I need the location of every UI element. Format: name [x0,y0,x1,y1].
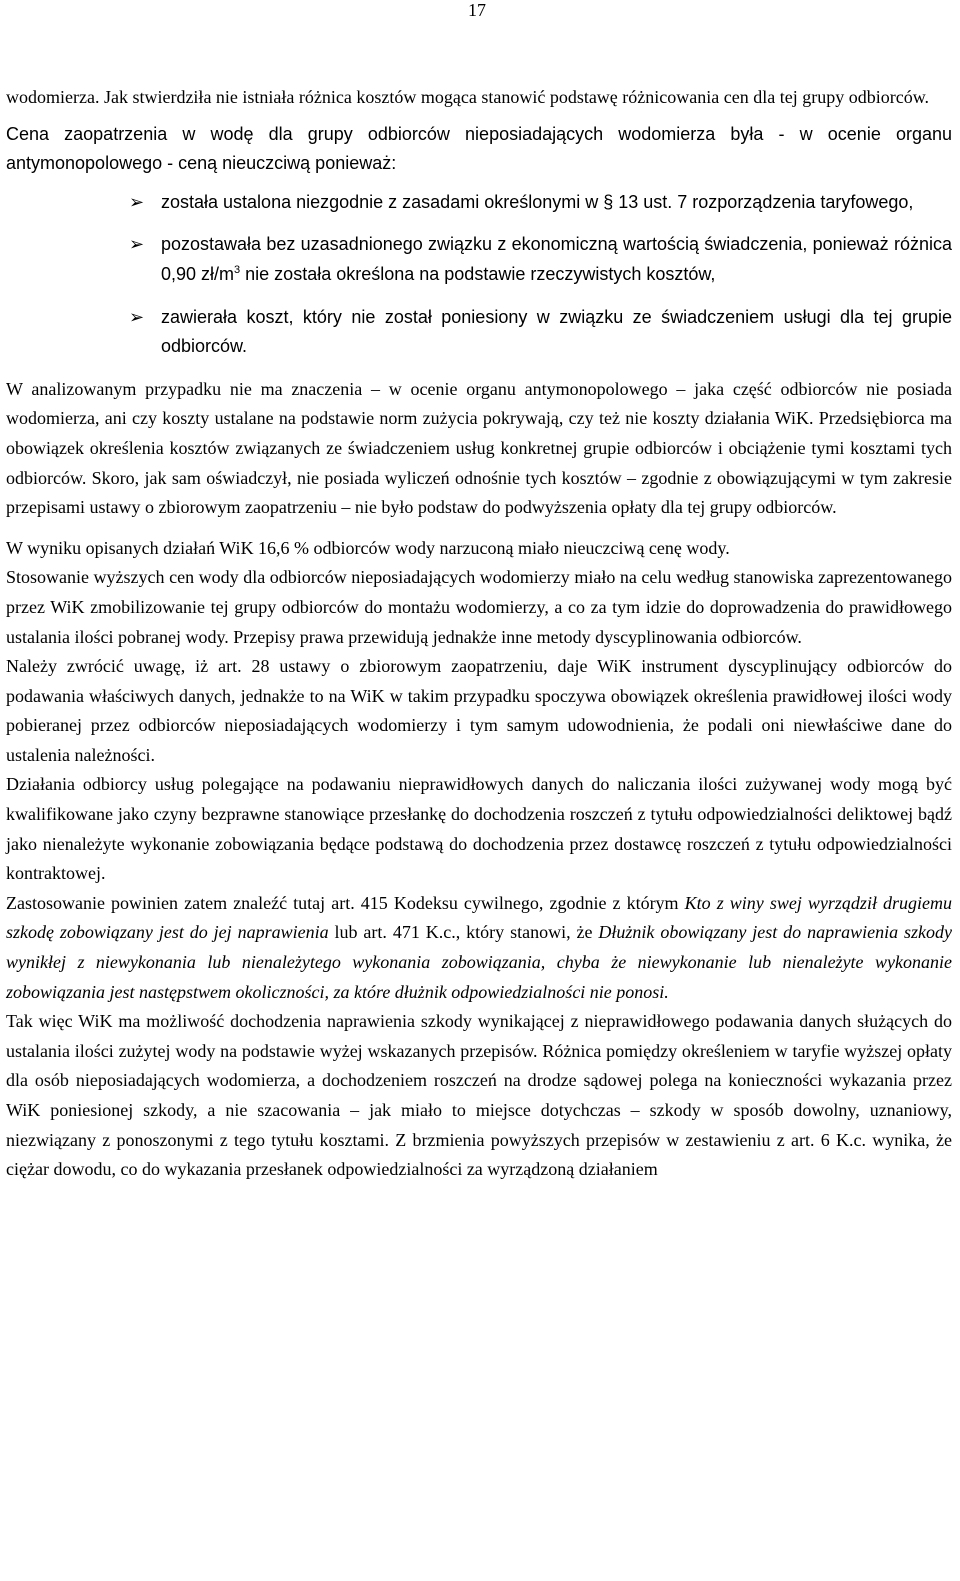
list-item [6,303,952,362]
bullet-text-2: pozostawała bez uzasadnionego związku z ekonomiczną wartością świadczenia, ponieważ różnica 0,90 zł/m [161,234,952,284]
bullet-text-1: została ustalona niezgodnie z zasadami określonymi w § 13 ust. 7 rozporządzenia taryfowego, [161,191,914,212]
document-body [6,83,952,1185]
bullet-list [6,188,952,362]
bullet-text-2-cont: nie została określona na podstawie rzeczywistych kosztów, [240,263,716,284]
superscript-3: 3 [234,263,241,276]
list-item [6,188,952,218]
civil-code-text-a: Zastosowanie powinien zatem znaleźć tutaj art. 415 Kodeksu cywilnego, zgodnie z którym [6,892,685,913]
paragraph-analysis: W analizowanym przypadku nie ma znaczenia – w ocenie organu antymonopolowego – jaka część odbiorców nie posiada wodomierza, ani czy koszty ustalane na podstawie norm zużycia pokrywają, czy też nie koszty działania WiK. Przedsiębiorca ma obowiązek określenia kosztów związanych ze świadczeniem usług konkretnej grupie odbiorców i obciążenie tymi kosztami tych odbiorców. Skoro, jak sam oświadczył, nie posiada wyliczeń odnośnie tych kosztów – zgodnie z obowiązującymi w tym zakresie przepisami ustawy o zbiorowym zaopatrzeniu – nie było podstaw do podwyższenia opłaty dla tej grupy odbiorców. [6,378,952,518]
paragraph-customer-actions: Działania odbiorcy usług polegające na podawaniu nieprawidłowych danych do naliczania ilości zużywanej wody mogą być kwalifikowane jako czyny bezprawne stanowiące przesłankę do dochodzenia roszczeń z tytułu odpowiedzialności deliktowej bądź jako nienależyte wykonanie zobowiązania będące podstawą do dochodzenia przez dostawcę roszczeń z tytułu odpowiedzialności kontraktowej. [6,774,952,884]
paragraph-civil-code [6,889,952,1007]
paragraph-intro-2: Cena zaopatrzenia w wodę dla grupy odbiorców nieposiadających wodomierza była - w ocenie organu antymonopolowego - ceną nieuczciwą ponieważ: [6,123,952,174]
paragraph-art-28: Należy zwrócić uwagę, iż art. 28 ustawy o zbiorowym zaopatrzeniu, daje WiK instrument dyscyplinujący odbiorców do podawania właściwych danych, jednakże to na WiK w takim przypadku spoczywa obowiązek określenia prawidłowej ilości wody pobieranej przez odbiorców nieposiadających wodomierzy i tym samym udowodnienia, że podali oni niewłaściwe dane do ustalenia należności. [6,656,952,765]
page-number: 17 [468,0,486,20]
arrow-bullet-icon: ➢ [129,191,145,213]
quote-art-471: Dłużnik obowiązany jest do naprawienia szkody wynikłej z niewykonania lub nienależytego wykonania zobowiązania, chyba że niewykonanie lub nienależyte wykonanie zobowiązania jest następstwem okoliczności, za które dłużnik odpowiedzialności nie ponosi. [6,922,952,1002]
quote-art-415: Kto z winy swej wyrządził drugiemu szkodę zobowiązany jest do jej naprawienia [6,892,953,943]
bullet-text-3: zawierała koszt, który nie został poniesiony w związku ze świadczeniem usługi dla tej grupie odbiorców. [161,306,952,357]
list-item [6,230,952,289]
paragraph-result: W wyniku opisanych działań WiK 16,6 % odbiorców wody narzuconą miało nieuczciwą cenę wody. [6,537,730,558]
paragraph-conclusion: Tak więc WiK ma możliwość dochodzenia naprawienia szkody wynikającej z nieprawidłowego podawania danych służących do ustalania ilości zużytej wody na podstawie wyżej wskazanych przepisów. Różnica pomiędzy określeniem w taryfie wyższej opłaty dla osób nieposiadających wodomierza, a dochodzeniem roszczeń na drodze sądowej polega na konieczności wykazania przez WiK poniesionej szkody, a nie szacowania – jak miało to miejsce dotychczas – szkody w sposób dowolny, uznaniowy, niezwiązany z ponoszonymi z tego tytułu kosztami. Z brzmienia powyższych przepisów w zestawieniu z art. 6 K.c. wynika, że ciężar dowodu, co do wykazania przesłanek odpowiedzialności za wyrządzoną działaniem [6,1011,952,1180]
civil-code-text-b: lub art. 471 K.c., który stanowi, że [328,922,599,943]
paragraph-higher-prices: Stosowanie wyższych cen wody dla odbiorców nieposiadających wodomierzy miało na celu według stanowiska zaprezentowanego przez WiK zmobilizowanie tej grupy odbiorców do montażu wodomierzy, a co za tym idzie do doprowadzenia do prawidłowego ustalania ilości pobranej wody. Przepisy prawa przewidują jednakże inne metody dyscyplinowania odbiorców. [6,567,952,647]
arrow-bullet-icon: ➢ [129,234,145,256]
paragraph-intro-1: wodomierza. Jak stwierdziła nie istniała różnica kosztów mogąca stanowić podstawę różnicowania cen dla tej grupy odbiorców. [6,87,930,107]
arrow-bullet-icon: ➢ [129,306,145,328]
